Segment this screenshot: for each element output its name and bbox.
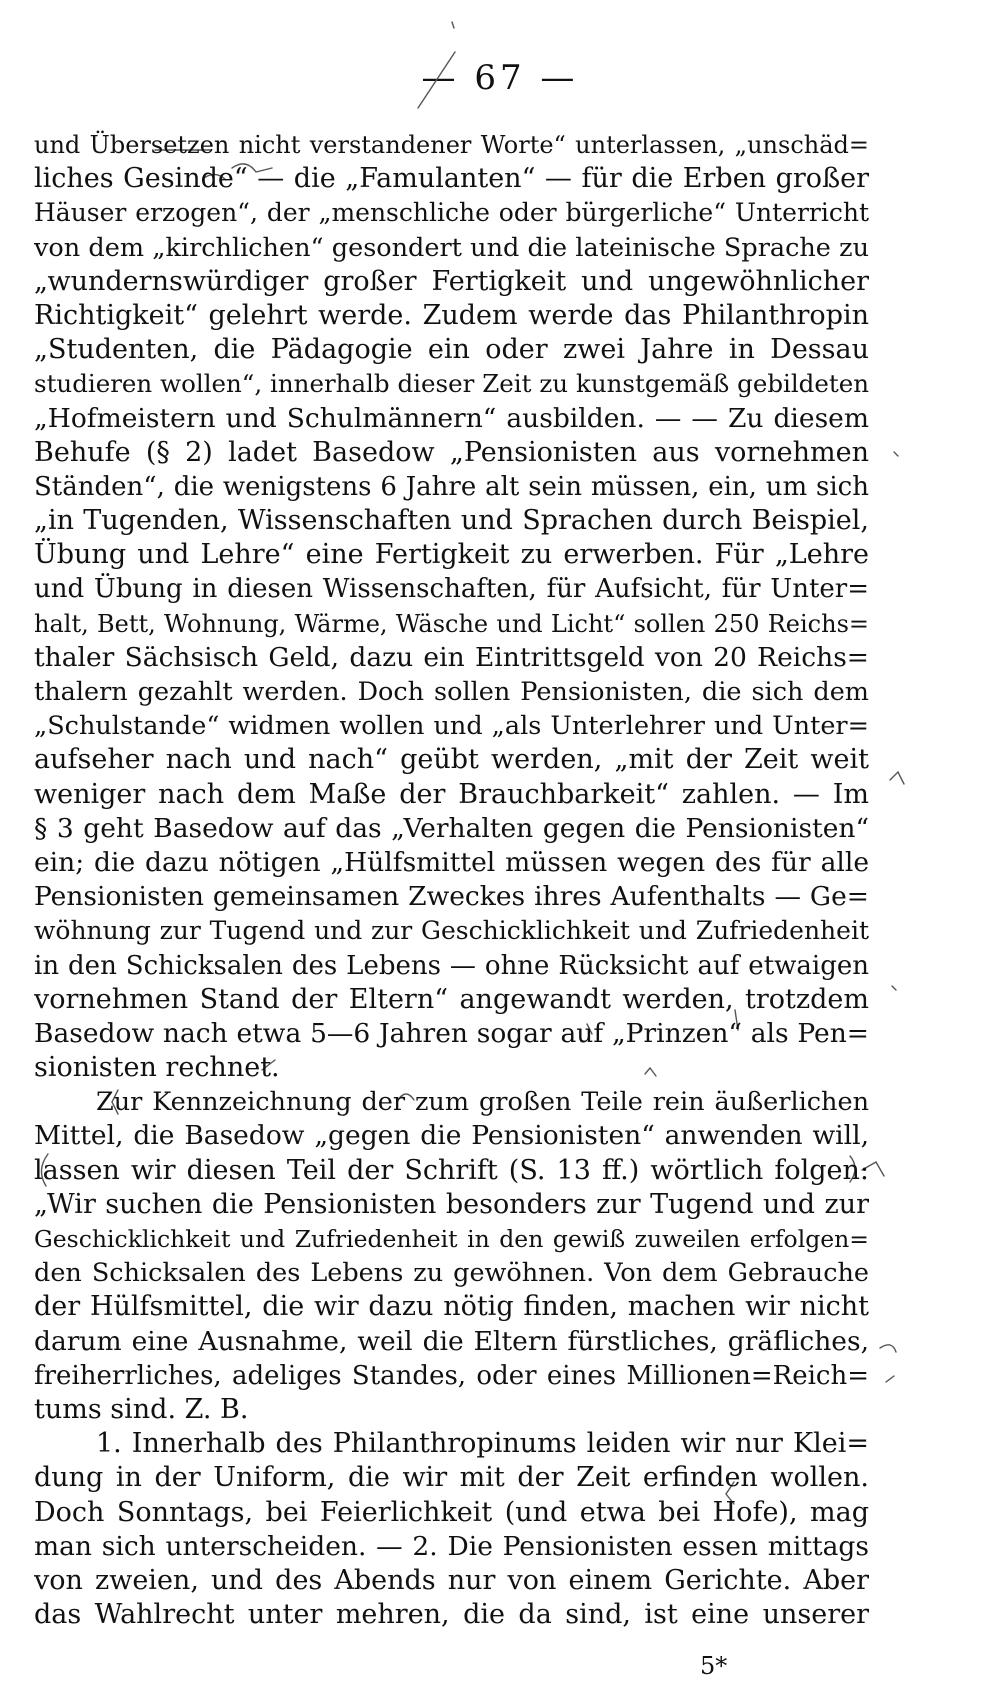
text-line: Basedow nach etwa 5—6 Jahren sogar auf „Prinzen“ als Pen=: [34, 1017, 869, 1049]
text-line: man sich unterscheiden. — 2. Die Pensionisten essen mittags: [34, 1530, 869, 1562]
text-line: „wundernswürdiger großer Fertigkeit und ungewöhnlicher: [34, 265, 869, 297]
text-line: Doch Sonntags, bei Feierlichkeit (und etwa bei Hofe), mag: [34, 1496, 869, 1528]
text-line: und Übung in diesen Wissenschaften, für Aufsicht, für Unter=: [34, 574, 869, 605]
text-line: halt, Bett, Wohnung, Wärme, Wäsche und Licht“ sollen 250 Reichs=: [34, 609, 869, 638]
text-line: vornehmen Stand der Eltern“ angewandt werden, trotzdem: [34, 983, 869, 1015]
text-line: Mittel, die Basedow „gegen die Pensionisten“ anwenden will,: [34, 1120, 869, 1152]
text-line: „Hofmeistern und Schulmännern“ ausbilden. — — Zu diesem: [34, 402, 869, 434]
text-line: liches Gesinde“ — die „Famulanten“ — für die Erben großer: [34, 163, 869, 195]
text-line: der Hülfsmittel, die wir dazu nötig finden, machen wir nicht: [34, 1291, 869, 1323]
text-line: dung in der Uniform, die wir mit der Zeit erfinden wollen.: [34, 1462, 869, 1494]
text-line: Richtigkeit“ gelehrt werde. Zudem werde das Philanthropin: [34, 299, 869, 331]
text-line: thalern gezahlt werden. Doch sollen Pensionisten, die sich dem: [34, 677, 869, 707]
text-line: sionisten rechnet.: [34, 1052, 280, 1084]
text-line: Ständen“, die wenigstens 6 Jahre alt sein müssen, ein, um sich: [34, 471, 869, 502]
text-line: von zweien, und des Abends nur von einem Gerichte. Aber: [34, 1564, 869, 1596]
text-line: 1. Innerhalb des Philanthropinums leiden wir nur Klei=: [96, 1428, 869, 1460]
signature-mark: 5*: [700, 1652, 728, 1680]
text-line: lassen wir diesen Teil der Schrift (S. 13 ff.) wörtlich folgen:: [34, 1154, 869, 1186]
text-line: „Studenten, die Pädagogie ein oder zwei Jahre in Dessau: [34, 334, 869, 366]
text-line: freiherrliches, adeliges Standes, oder eines Millionen=Reich=: [34, 1360, 869, 1391]
text-line: von dem „kirchlichen“ gesondert und die lateinische Sprache zu: [34, 232, 869, 263]
text-line: Geschicklichkeit und Zufriedenheit in den gewiß zuweilen erfolgen=: [34, 1225, 869, 1253]
text-line: ein; die dazu nötigen „Hülfsmittel müssen wegen des für alle: [34, 846, 869, 878]
text-line: wöhnung zur Tugend und zur Geschicklichkeit und Zufriedenheit: [34, 916, 869, 946]
text-line: tums sind. Z. B.: [34, 1393, 249, 1425]
text-line: und Übersetzen nicht verstandener Worte“ unterlassen, „unschäd=: [34, 131, 869, 159]
text-line: den Schicksalen des Lebens zu gewöhnen. Von dem Gebrauche: [34, 1258, 869, 1289]
text-line: das Wahlrecht unter mehren, die da sind, ist eine unserer: [34, 1599, 869, 1631]
text-line: „in Tugenden, Wissenschaften und Sprachen durch Beispiel,: [34, 505, 869, 537]
body-text: [34, 128, 869, 1632]
text-line: „Wir suchen die Pensionisten besonders zur Tugend und zur: [34, 1188, 869, 1220]
text-line: § 3 geht Basedow auf das „Verhalten gegen die Pensionisten“: [34, 812, 869, 844]
text-line: studieren wollen“, innerhalb dieser Zeit zu kunstgemäß gebildeten: [34, 369, 869, 399]
text-line: Pensionisten gemeinsamen Zweckes ihres Aufenthalts — Ge=: [34, 881, 869, 913]
text-line: Häuser erzogen“, der „menschliche oder bürgerliche“ Unterricht: [34, 198, 869, 228]
text-line: in den Schicksalen des Lebens — ohne Rücksicht auf etwaigen: [34, 950, 869, 981]
text-line: „Schulstande“ widmen wollen und „als Unterlehrer und Unter=: [34, 711, 869, 742]
text-line: aufseher nach und nach“ geübt werden, „mit der Zeit weit: [34, 744, 869, 776]
text-line: thaler Sächsisch Geld, dazu ein Eintrittsgeld von 20 Reichs=: [34, 641, 869, 673]
text-line: darum eine Ausnahme, weil die Eltern fürstliches, gräfliches,: [34, 1325, 869, 1357]
page-number: — 67 —: [421, 58, 579, 98]
text-line: Behufe (§ 2) ladet Basedow „Pensionisten aus vornehmen: [34, 436, 869, 468]
text-line: Zur Kennzeichnung der zum großen Teile rein äußerlichen: [96, 1087, 869, 1118]
text-line: weniger nach dem Maße der Brauchbarkeit“ zahlen. — Im: [34, 778, 869, 810]
text-line: Übung und Lehre“ eine Fertigkeit zu erwerben. Für „Lehre: [34, 539, 869, 571]
